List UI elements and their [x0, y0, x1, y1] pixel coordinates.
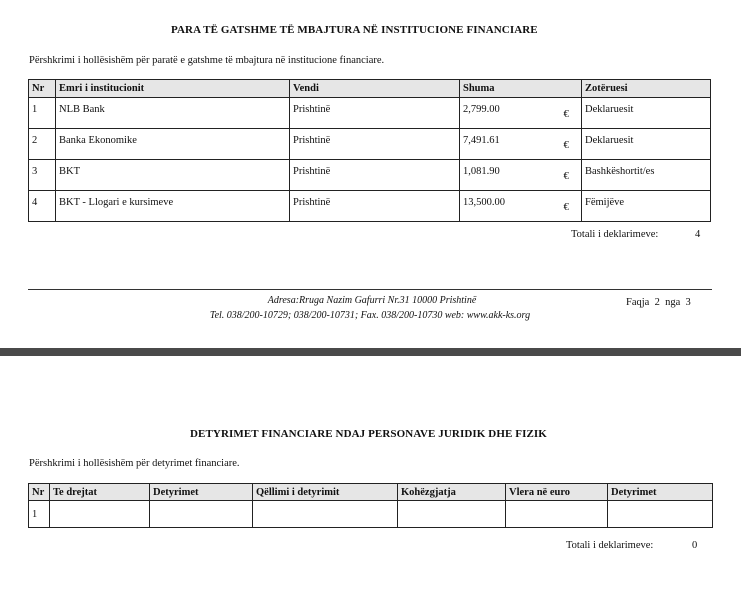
- cell-nr: 3: [29, 160, 56, 191]
- amount-value: 13,500.00: [463, 197, 505, 208]
- page-current: 2: [654, 297, 660, 308]
- footer-address: Adresa:Rruga Nazim Gafurri Nr.31 10000 Prishtinë: [267, 295, 477, 306]
- section1-title: PARA TË GATSHME TË MBAJTURA NË INSTITUCIONE FINANCIARE: [171, 24, 538, 36]
- page-label: Faqja: [626, 297, 650, 308]
- euro-symbol: €: [563, 108, 569, 120]
- cell-place: Prishtinë: [290, 98, 460, 129]
- section1-description: Përshkrimi i hollësishëm për paratë e gatshme të mbajtura në institucione financiare.: [29, 55, 385, 66]
- cell-nr: 2: [29, 129, 56, 160]
- section2-description: Përshkrimi i hollësishëm për detyrimet financiare.: [29, 458, 240, 469]
- table-row: [29, 191, 711, 222]
- cell-amount: [460, 160, 582, 191]
- cell-liabilities: [150, 501, 253, 528]
- cell-owner: Fëmijëve: [582, 191, 711, 222]
- page-total: 3: [685, 297, 691, 308]
- cell-institution: Banka Ekonomike: [56, 129, 290, 160]
- cell-rights: [50, 501, 150, 528]
- amount-value: 1,081.90: [463, 166, 500, 177]
- table-header-row: [29, 484, 713, 501]
- table-header-row: [29, 80, 711, 98]
- col-header-nr: Nr: [29, 484, 50, 501]
- cell-place: Prishtinë: [290, 160, 460, 191]
- page-number: [626, 297, 691, 308]
- cell-purpose: [253, 501, 398, 528]
- col-header-owner: Zotëruesi: [582, 80, 711, 98]
- footer-contact: Tel. 038/200-10729; 038/200-10731; Fax. 038/200-10730 web: www.akk-ks.org: [209, 310, 531, 321]
- euro-symbol: €: [563, 170, 569, 182]
- cell-nr: 1: [29, 501, 50, 528]
- table-row: [29, 98, 711, 129]
- col-header-amount: Shuma: [460, 80, 582, 98]
- table-row: [29, 129, 711, 160]
- euro-symbol: €: [563, 201, 569, 213]
- cell-owner: Deklaruesit: [582, 129, 711, 160]
- col-header-rights: Te drejtat: [50, 484, 150, 501]
- page-of: nga: [665, 297, 681, 308]
- cell-amount: [460, 129, 582, 160]
- footer-divider: [28, 289, 712, 290]
- section1-total-value: 4: [695, 229, 701, 240]
- col-header-nr: Nr: [29, 80, 56, 98]
- col-header-institution: Emri i institucionit: [56, 80, 290, 98]
- cell-value-eur: [506, 501, 608, 528]
- cell-place: Prishtinë: [290, 191, 460, 222]
- col-header-purpose: Qëllimi i detyrimit: [253, 484, 398, 501]
- col-header-liabilities: Detyrimet: [150, 484, 253, 501]
- col-header-value-eur: Vlera në euro: [506, 484, 608, 501]
- cell-nr: 4: [29, 191, 56, 222]
- cell-amount: [460, 98, 582, 129]
- cell-amount: [460, 191, 582, 222]
- col-header-duration: Kohëzgjatja: [398, 484, 506, 501]
- amount-value: 2,799.00: [463, 104, 500, 115]
- cell-place: Prishtinë: [290, 129, 460, 160]
- section2-total-value: 0: [692, 540, 698, 551]
- cell-owner: Bashkëshortit/es: [582, 160, 711, 191]
- amount-value: 7,491.61: [463, 135, 500, 146]
- cell-duration: [398, 501, 506, 528]
- cell-institution: NLB Bank: [56, 98, 290, 129]
- cell-nr: 1: [29, 98, 56, 129]
- cash-table: [28, 79, 711, 222]
- cell-liabilities-2: [608, 501, 713, 528]
- page-separator: [0, 348, 741, 356]
- cell-owner: Deklaruesit: [582, 98, 711, 129]
- liabilities-table: [28, 483, 713, 528]
- table-row: [29, 501, 713, 528]
- euro-symbol: €: [563, 139, 569, 151]
- section2-total-label: Totali i deklarimeve:: [566, 540, 654, 551]
- section2-title: DETYRIMET FINANCIARE NDAJ PERSONAVE JURIDIK DHE FIZIK: [190, 428, 547, 440]
- col-header-place: Vendi: [290, 80, 460, 98]
- section1-total-label: Totali i deklarimeve:: [571, 229, 659, 240]
- table-row: [29, 160, 711, 191]
- cell-institution: BKT: [56, 160, 290, 191]
- cell-institution: BKT - Llogari e kursimeve: [56, 191, 290, 222]
- col-header-liabilities-2: Detyrimet: [608, 484, 713, 501]
